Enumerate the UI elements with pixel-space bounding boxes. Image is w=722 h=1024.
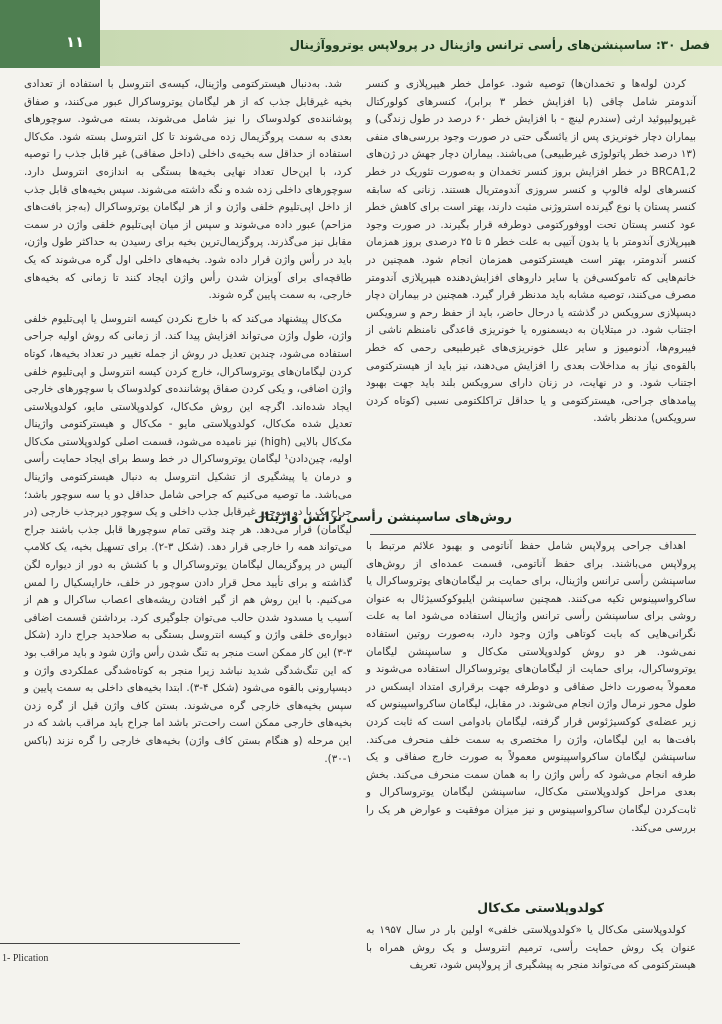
footnote: 1- Plication [2, 953, 49, 964]
paragraph: اهداف جراحی پرولاپس شامل حفظ آناتومی و بهبود علائم مرتبط با پرولاپس می‌باشند. برای حفظ آناتومی، قسمت عمده‌ای از روش‌های ساسپنشن رأسی ترانس واژینال، برای حمایت بر لیگامان‌های یوتروساکرال یا ساکرواسپینوس تکیه می‌کنند. همچنین ساسپنشن ایلیوکوکسیژئال به عنوان روشی برای ساسپنشن رأسی ترانس واژینال استفاده می‌شود اما به علت نگرانی‌هایی که بابت کوتاهی واژن وجود دارد، به‌صورت روتین استفاده نمی‌شود. هر دو روش کولدوپلاستی مک‌کال و ساسپنشن لیگامان یوتروساکرال، برای حمایت از لیگامان‌های یوتروساکرال استفاده می‌شوند و معمولاً به‌صورت داخل صفاقی و دوطرفه جهت برقراری امتداد ایسکس در طول محور نرمال واژن انجام می‌شوند. در مقابل، لیگامان ساکرواسپینوس که زیر عضله‌ی کوکسیژئوس قرار گرفته، لیگامان بادوامی است که ثابت کردن بافت‌ها به این لیگامان، واژن را مختصری به سمت خلف منحرف می‌کند. ساسپنشن لیگامان ساکرواسپینوس معمولاً به صورت خارج صفاقی و یک طرفه انجام می‌شود که رأس واژن را به همان سمت منحرف می‌کند. بخش بعدی مراحل کولدوپلاستی مک‌کال، ساسپنشن لیگامان یوتروساکرال و ثابت‌کردن لیگامان ساکرواسپینوس و نیز میزان موفقیت و عوارض هر یک را بررسی می‌کند. [366, 540, 696, 834]
paragraph: کردن لوله‌ها و تخمدان‌ها) توصیه شود. عوامل خطر هیپرپلازی و کنسر آندومتر شامل چاقی (با افزایش خطر ۳ برابر)، کنسرهای کولورکتال غیرپولیپوئید ارثی (سندرم لینچ - با افزایش خطر ۶۰ درصد در طول زندگی) و بیماران دچار خونریزی پس از یائسگی حتی در صورت وجود بررسی‌های منفی (۱۳ درصد خطر پاتولوژی غیرطبیعی) می‌باشند. بیماران دچار جهش در ژن‌های BRCA1,2 در خطر افزایش بروز کنسر تخمدان و به‌صورت تئوریک در خطر کنسرهای لوله فالوپ و کنسر سروزی آندومتریال هستند. زنانی که سابقه کنسر پستان یا نوع گیرنده استروژنی مثبت دارند، بهتر است برای کاهش خطر عود کنسر پستان تحت اووفورکتومی دوطرفه قرار بگیرند. در صورت وجود هیپرپلازی آندومتر با یا بدون آتیپی به علت خطر ۵ تا ۲۵ درصدی بروز همزمان کنسر آندومتر، بهتر است هیسترکتومی همزمان انجام شود. همچنین در خانم‌هایی که تاموکسی‌فن یا سایر داروهای افزایش‌دهنده هیپرپلازی آندومتر مصرف می‌کنند، توصیه مشابه باید مدنظر قرار گیرد. همچنین در بیماران دچار دیسپلازی سرویکس در گذشته یا درحال حاضر، باید از حفظ رحم و سرویکس اجتناب شود. در مبتلایان به دیسمنوره یا خونریزی قاعدگی نامنظم ناشی از فیبروم‌ها، آدنومیوز و سایر علل خونریزی‌های غیرطبیعی رحمی که خطر بالقوه‌ی نیاز به مداخلات بعدی را افزایش می‌دهند، نیز باید از هیسترکتومی اجتناب شود. و در نهایت، در زنان دارای سرویکس بلند باید جهت بهبود پیامدهای جراحی، هیسترکتومی و یا حداقل تراکلکتومی نسبی (کوتاه کردن سرویکس) مدنظر باشد. [366, 78, 696, 425]
section-divider [370, 534, 696, 535]
paragraph: کولدوپلاستی مک‌کال یا «کولدوپلاستی خلفی» اولین بار در سال ۱۹۵۷ به عنوان یک روش حمایت رأسی، ترمیم انتروسل و یک روش همراه با هیسترکتومی که می‌تواند منجر به پیشگیری از پرولاپس شود، تعریف [366, 924, 696, 972]
paragraph: مک‌کال پیشنهاد می‌کند که با خارج نکردن کیسه انتروسل یا اپی‌تلیوم خلفی واژن، طول واژن می‌تواند افزایش پیدا کند. از زمانی که روش اولیه جراحی استفاده می‌شود، چندین تعدیل در روش از جمله تغییر در تعداد بخیه‌ها، کوتاه کردن لیگامان‌های یوتروساکرال، خارج کردن کیسه انتروسل و اپی‌تلیوم خلفی واژن اضافی، و یکی کردن صفاق پوشاننده‌ی کولدوساک با سوچورهای خارجی ایجاد شده‌اند. اگرچه این روش مک‌کال، کولدوپلاستی مایو، کولدوپلاستی تعدیل شده مک‌کال، کولدوپلاستی مایو - مک‌کال و هیسترکتومی واژینال مک‌کال بالایی (high) نیز نامیده می‌شود، قسمت اصلی کولدوپلاستی مک‌کال اولیه، چین‌دادن¹ لیگامان یوتروساکرال در خط وسط برای ایجاد حمایت رأسی و درمان یا پیشگیری از تشکیل انتروسل به دنبال هیسترکتومی واژینال می‌باشد. ما توصیه می‌کنیم که جراحی شامل حداقل دو یا سه سوچور باشد؛ جراح یک یا دو سوچور غیرقابل جذب داخلی و یک سوچور دیرجذب خارجی (در لیگامان) قرار می‌دهد. هر چند وقتی تمام سوچورها قابل جذب باشند جراح می‌تواند همه را خارجی قرار دهد. (شکل ۳-۲). برای تسهیل بخیه، یک کلامپ آلیس در پروگزیمال لیگامان یوتروساکرال و با کشش به دور از دیواره لگن گذاشته و برای تأیید محل قرار دادن سوچور در خلف، خارایسکیال را لمس می‌کنیم. با این روش هم از گیر افتادن ریشه‌های اعصاب ساکرال و هم از آسیب یا مسدود شدن حالب می‌توان جلوگیری کرد. برداشتن قسمت اضافی دیواره‌ی خلفی واژن و کیسه انتروسل بستگی به صلاحدید جراح دارد (شکل ۳-۳) این کار ممکن است منجر به تنگ شدن رأس واژن شود و باید مراقب بود که این تنگ‌شدگی شدید نباشد زیرا منجر به کوتاه‌شدگی عملکردی واژن و دیسپارونی بالقوه می‌شود (شکل ۴-۳). ابتدا بخیه‌های داخلی به سمت پایین و سپس بخیه‌های خارجی گره می‌شوند. بستن کاف واژن قبل از گره زدن بخیه‌های خارجی ممکن است راحت‌تر باشد اما جراح باید مراقب باشد که در این مرحله (و هنگام بستن کاف واژن) بخیه‌های خارجی را گره نزند (باکس ۱-۳۰). [24, 312, 353, 765]
left-column-text [24, 76, 352, 774]
right-column-text [366, 76, 696, 434]
page-header [0, 0, 722, 68]
chapter-title: فصل ۳۰: ساسپنشن‌های رأسی ترانس واژینال در پرولاپس یوترووآژینال [289, 38, 710, 52]
page-number-tab [0, 0, 100, 68]
section1-text [366, 538, 696, 837]
page-number: ۱۱ [65, 33, 85, 51]
section-heading-apical-suspension: روش‌های ساسپنشن رأسی ترانس واژینال [253, 509, 512, 524]
footnote-divider [0, 943, 240, 944]
paragraph: شد. به‌دنبال هیسترکتومی واژینال، کیسه‌ی انتروسل با استفاده از تعدادی بخیه غیرقابل جذب که از هر لیگامان یوتروساکرال عبور می‌کنند، و صفاق پوشاننده‌ی کولدوساک را نیز شامل می‌شوند، بسته می‌شود. سوچورهای بعدی به سمت پروگزیمال زده می‌شوند تا کل انتروسل بسته شود. مک‌کال استفاده از حداقل سه بخیه‌ی داخلی (داخل صفاقی) غیر قابل جذب را توصیه کرد، با این‌حال تعداد نهایی بخیه‌ها بستگی به اندازه‌ی انتروسل دارد. سوچورهای داخلی زده شده و نگه داشته می‌شوند. سپس بخیه‌های قابل جذب از داخل اپی‌تلیوم خلفی واژن و از هر لیگامان یوتروساکرال (به‌جز بافت‌های مزاحم) عبور داده می‌شوند و سپس از میان اپی‌تلیوم خلفی واژن در سمت مقابل نیز می‌گذرند. پروگزیمال‌ترین بخیه برای رسیدن به حداکثر طول واژن، باید در رأس واژن قرار داده شود. بخیه‌های داخلی اول گره می‌شوند که یک طاقچه‌ای برای آویزان شدن رأس واژن ایجاد کنند تا زمانی که بخیه‌های خارجی، به سمت پایین گره شوند. [24, 78, 352, 302]
section-heading-mccall: کولدوپلاستی مک‌کال [477, 900, 604, 915]
chapter-title-band [100, 30, 722, 66]
section2-text [366, 922, 696, 975]
